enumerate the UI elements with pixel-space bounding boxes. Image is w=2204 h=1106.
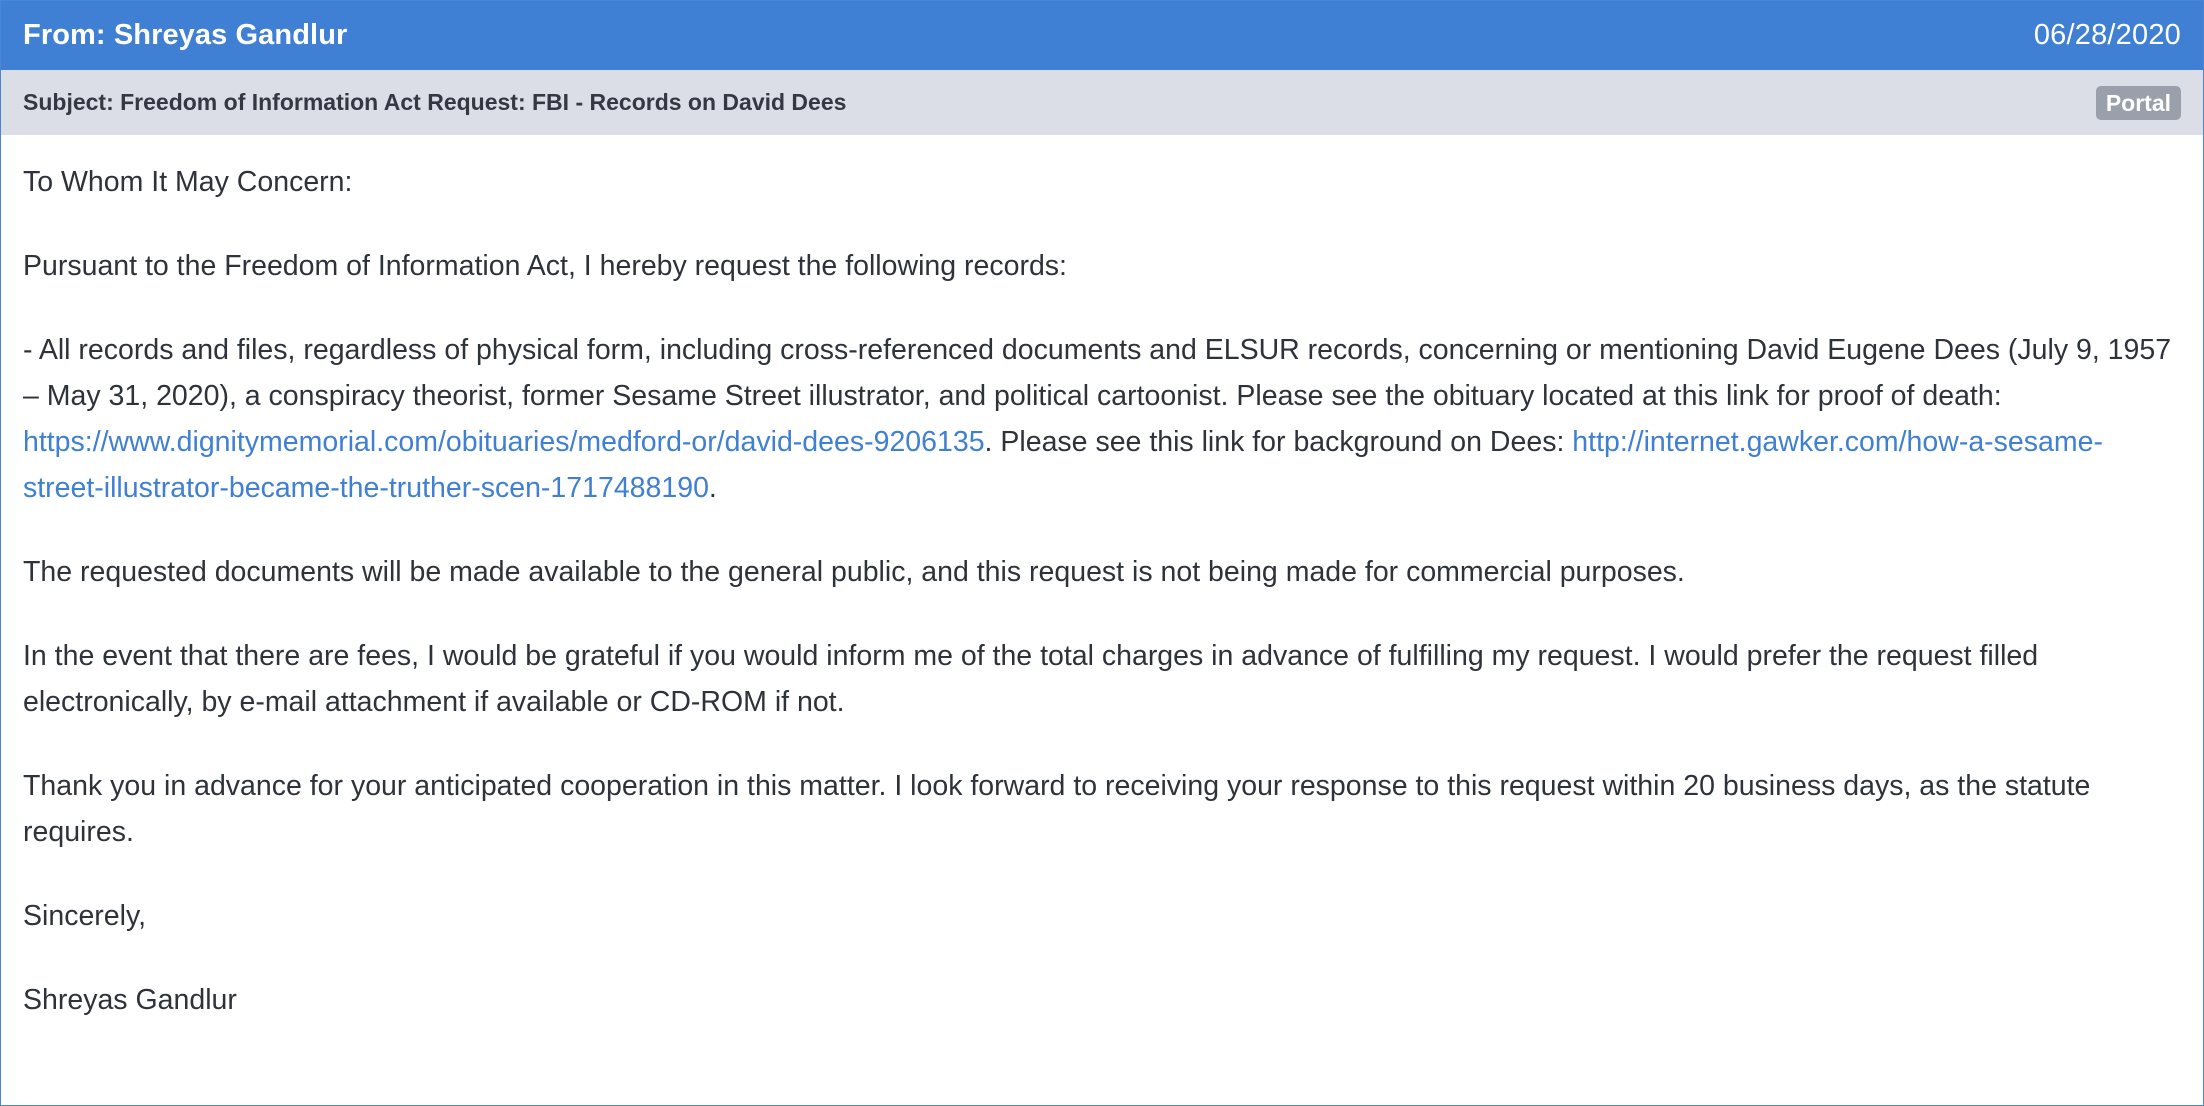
message-header (1, 1, 2203, 70)
subject-bar (1, 70, 2203, 135)
signature: Shreyas Gandlur (23, 984, 237, 1016)
request-paragraph (23, 327, 2181, 511)
portal-badge: Portal (2096, 86, 2181, 120)
thanks-statement: Thank you in advance for your anticipated cooperation in this matter. I look forward to receiving your response to this request within 20 business days, as the statute requires. (23, 770, 2091, 848)
request-text: - All records and files, regardless of physical form, including cross-referenced documents and ELSUR records, concerning or mentioning David Eugene Dees (July 9, 1957 – May 31, 2020), a conspiracy theorist, former Sesame Street illustrator, and political cartoonist. Please see the obituary located at this link for proof of death: (23, 334, 2172, 412)
closing: Sincerely, (23, 900, 147, 932)
fees-statement: In the event that there are fees, I would be grateful if you would inform me of the total charges in advance of fulfilling my request. I would prefer the request filled electronically, by e-mail attachment if available or CD-ROM if not. (23, 640, 2039, 718)
message-date: 06/28/2020 (2033, 19, 2181, 51)
request-end: . (708, 472, 717, 504)
obituary-link[interactable]: https://www.dignitymemorial.com/obituaries/medford-or/david-dees-9206135 (23, 426, 985, 458)
sender: From: Shreyas Gandlur (23, 19, 348, 51)
greeting: To Whom It May Concern: (23, 166, 353, 198)
public-statement: The requested documents will be made available to the general public, and this request is not being made for commercial purposes. (23, 556, 1685, 588)
subject: Subject: Freedom of Information Act Request: FBI - Records on David Dees (23, 89, 847, 115)
message-body (1, 135, 2203, 1023)
background-link[interactable]: http://internet.gawker.com/how-a-sesame-street-illustrator-became-the-truther-scen-1717488190 (23, 426, 2103, 504)
intro-paragraph: Pursuant to the Freedom of Information Act, I hereby request the following records: (23, 250, 1067, 282)
background-text: . Please see this link for background on Dees: (984, 426, 1573, 458)
